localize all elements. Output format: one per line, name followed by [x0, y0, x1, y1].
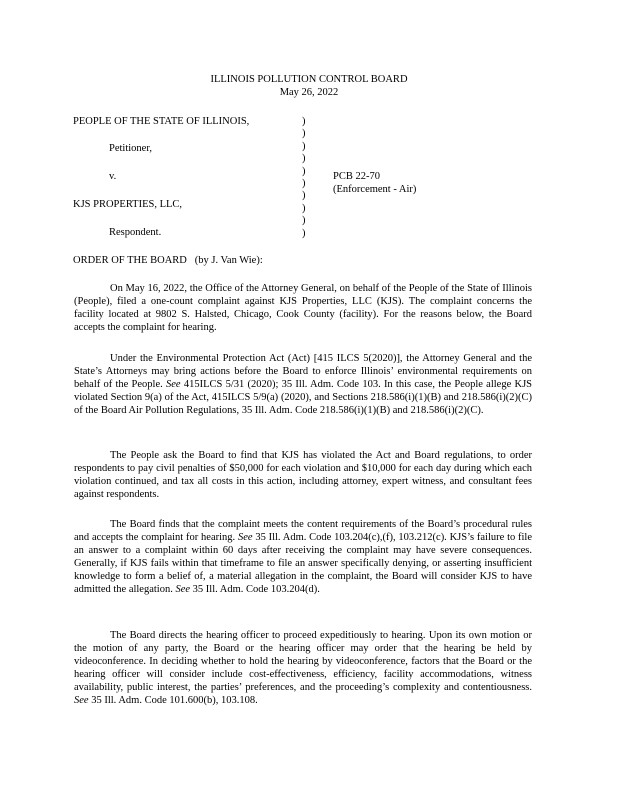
- document-date: May 26, 2022: [279, 87, 339, 98]
- paragraph-4-text-c: 35 Ill. Adm. Code 103.204(d).: [192, 584, 320, 595]
- board-name: ILLINOIS POLLUTION CONTROL BOARD: [210, 74, 408, 85]
- paragraph-2: [74, 352, 532, 417]
- paragraph-2-text-a: Under the Environmental Protection Act (Act) [415 ILCS 5(2020)], the Attorney General and the State’s Attorneys may bring actions before the Board to enforce Illinois’ environmental requirements on behalf of the People.: [74, 353, 532, 390]
- paragraph-3-text: The People ask the Board to find that KJS has violated the Act and Board regulations, to order respondents to pay civil penalties of $50,000 for each violation and $10,000 for each day during which each violation continued, and tax all costs in this action, including attorney, expert witness, and consultant fees against respondents.: [74, 450, 532, 500]
- case-type: (Enforcement - Air): [333, 184, 417, 195]
- complainant-name: PEOPLE OF THE STATE OF ILLINOIS,: [73, 116, 250, 127]
- see-signal: See: [166, 379, 181, 390]
- document-header: [0, 73, 618, 99]
- paragraph-4-text-b: 35 Ill. Adm. Code 103.204(c),(f), 103.212(c). KJS’s failure to file an answer to a complaint within 60 days after receiving the complaint may have severe consequences. Generally, if KJS fails within that timeframe to file an answer specifically denying, or asserting insufficient knowledge to form a belief of, a material allegation in the complaint, the Board will consider KJS to have admitted the allegation.: [74, 532, 533, 595]
- order-heading-line: [73, 255, 263, 267]
- case-number: PCB 22-70: [333, 171, 380, 182]
- complainant-role: Petitioner,: [109, 143, 153, 154]
- paragraph-1: [74, 282, 532, 334]
- paragraph-5-text-b: 35 Ill. Adm. Code 101.600(b), 103.108.: [91, 695, 258, 706]
- paragraph-5-text-a: The Board directs the hearing officer to proceed expeditiously to hearing. Upon its own motion or the motion of any party, the Board or the hearing officer may order that the hearing be held by videoconference. In deciding whether to hold the hearing by videoconference, factors that the Board or the hearing officer will consider include cost-effectiveness, efficiency, facility accommodations, witness availability, public interest, the parties’ preferences, and the proceeding’s complexity and contentiousness.: [74, 630, 532, 693]
- paragraph-4-text-a: The Board finds that the complaint meets the content requirements of the Board’s procedural rules and accepts the complaint for hearing.: [74, 519, 532, 543]
- versus-label: v.: [109, 171, 117, 182]
- caption-bracket: ) ) ) ) ) ) ) ) ) ): [302, 116, 306, 239]
- paragraph-2-text-b: 415ILCS 5/31 (2020); 35 Ill. Adm. Code 103. In this case, the People allege KJS violated Section 9(a) of the Act, 415ILCS 5/9(a) (2020), and Sections 218.586(i)(1)(B) and 218.586(i)(2)(C) of the Board Air Pollution Regulations, 35 Ill. Adm. Code 218.586(i)(1)(B) and 218.586(i)(2)(C).: [74, 379, 533, 416]
- see-signal: See: [175, 584, 191, 595]
- respondent-name: KJS PROPERTIES, LLC,: [73, 199, 183, 210]
- respondent-role: Respondent.: [109, 227, 162, 238]
- paragraph-5: [74, 629, 532, 707]
- paragraph-4: [74, 518, 532, 596]
- order-heading: ORDER OF THE BOARD: [73, 255, 187, 266]
- paragraph-1-text: On May 16, 2022, the Office of the Attorney General, on behalf of the People of the State of Illinois (People), filed a one-count complaint against KJS Properties, LLC (KJS). The complaint concerns the facility located at 9802 S. Halsted, Chicago, Cook County (facility). For the reasons below, the Board accepts the complaint for hearing.: [74, 283, 532, 333]
- see-signal: See: [74, 695, 89, 706]
- paragraph-3: [74, 449, 532, 501]
- see-signal: See: [237, 532, 253, 543]
- order-author: (by J. Van Wie):: [194, 255, 263, 266]
